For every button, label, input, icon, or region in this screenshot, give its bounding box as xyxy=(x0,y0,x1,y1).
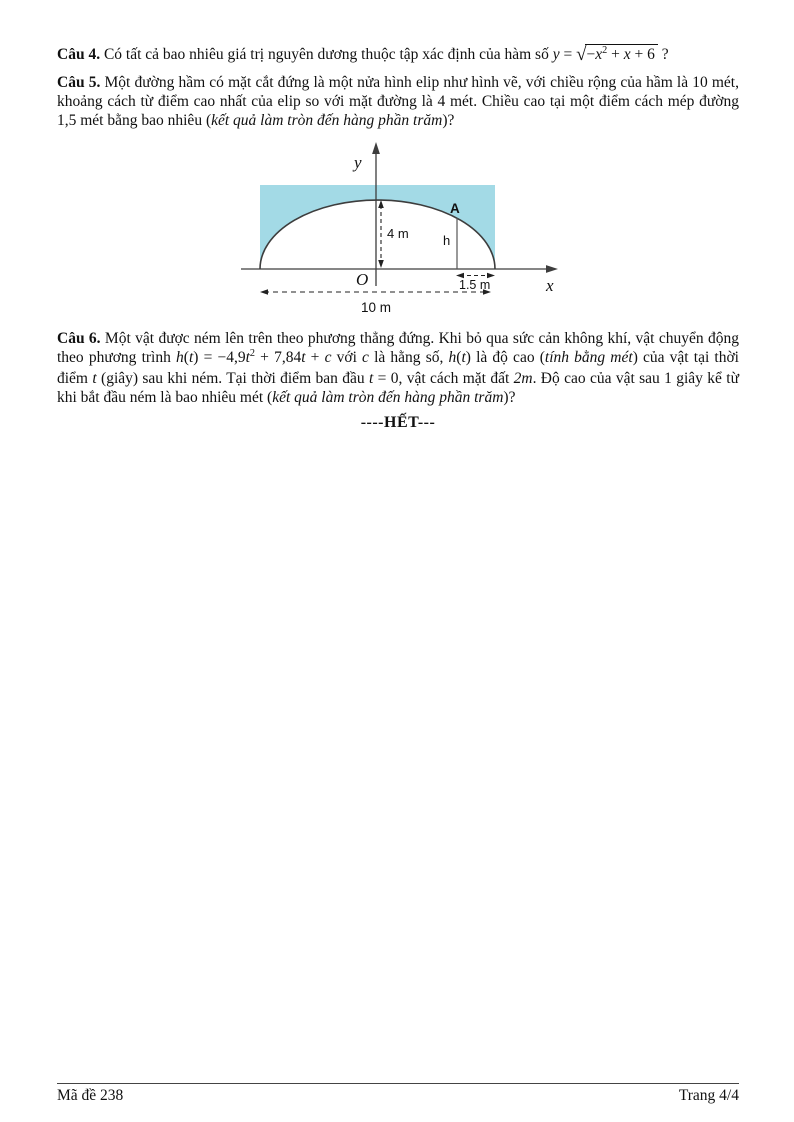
page-number: Trang 4/4 xyxy=(678,1087,739,1104)
origin-label: O xyxy=(356,270,369,289)
y-axis-label: y xyxy=(354,153,362,172)
exam-content xyxy=(57,44,739,432)
x-axis-arrow-icon xyxy=(546,265,558,273)
question-cau-5: Câu 5. Một đường hầm có mặt cắt đứng là một nửa hình elip như hình vẽ, với chiều rộng của hầm là 10 mét, khoảng cách từ điểm cao nhất của elip so với mặt đường là 4 mét. Chiều cao tại một điểm cách mép đường 1,5 mét bằng bao nhiêu (kết quả làm tròn đến hàng phần trăm)? xyxy=(57,74,739,129)
y-axis-arrow-icon xyxy=(372,142,380,154)
edge-dim-label: 1.5 m xyxy=(459,278,491,292)
point-a-label: A xyxy=(450,201,460,216)
width-dim-arrow-left-icon xyxy=(260,289,268,294)
height-dim-label: 4 m xyxy=(387,226,409,241)
question-cau-6: Câu 6. Một vật được ném lên trên theo phương thẳng đứng. Khi bỏ qua sức cản không khí, vật chuyển động theo phương trình $h(t) = -4,9t^2 + 7,84t + c$ với c là hằng số, h(t) là độ cao (tính bằng mét) của vật tại thời điểm t (giây) sau khi ném. Tại thời điểm ban đầu t = 0, vật cách mặt đất 2m. Độ cao của vật sau 1 giây kể từ khi bắt đầu ném là bao nhiêu mét (kết quả làm tròn đến hàng phần trăm)? xyxy=(57,330,739,406)
page-footer xyxy=(57,1083,739,1105)
question-cau-4: Câu 4. Có tất cả bao nhiêu giá trị nguyên dương thuộc tập xác định của hàm số $y = √-x^2 + x + 6$ ? xyxy=(57,44,669,66)
h-label: h xyxy=(443,233,451,248)
tunnel-ellipse-diagram xyxy=(228,138,568,318)
x-axis-label: x xyxy=(546,276,554,295)
end-marker: ----HẾT--- xyxy=(360,414,436,431)
width-dim-label: 10 m xyxy=(361,300,392,315)
tunnel-figure xyxy=(228,138,568,323)
exam-code: Mã đề 238 xyxy=(57,1087,124,1104)
